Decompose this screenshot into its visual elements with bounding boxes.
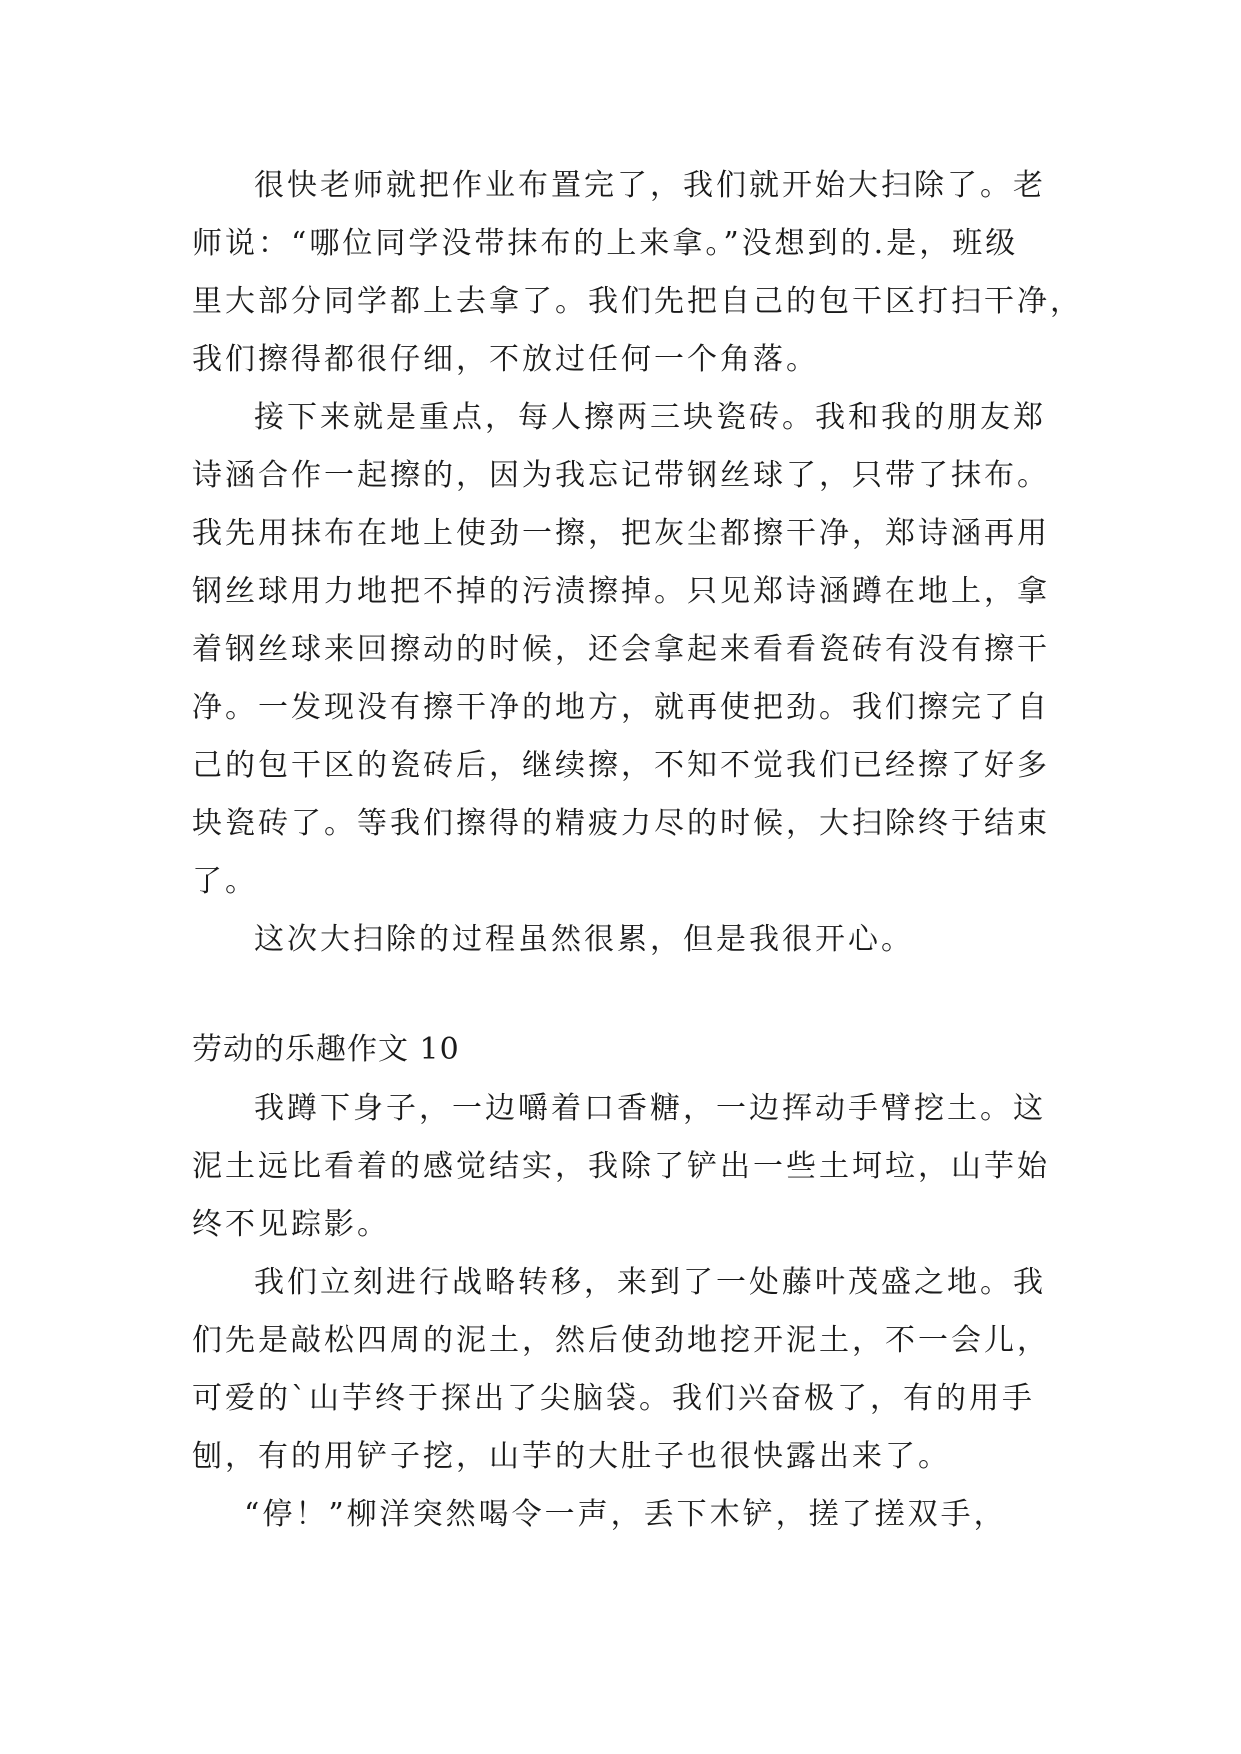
text-line: “停！”柳洋突然喝令一声，丢下木铲，搓了搓双手，: [244, 1497, 1007, 1532]
text-line: 接下来就是重点，每人擦两三块瓷砖。我和我的朋友郑: [254, 400, 1046, 435]
text-line: 师说：“哪位同学没带抹布的上来拿。”没想到的.是，班级: [192, 226, 1019, 261]
text-line: 刨，有的用铲子挖，山芋的大肚子也很快露出来了。: [192, 1439, 951, 1474]
text-line: 我蹲下身子，一边嚼着口香糖，一边挥动手臂挖土。这: [254, 1091, 1046, 1126]
text-line: 终不见踪影。: [192, 1207, 390, 1242]
text-line: 我们立刻进行战略转移，来到了一处藤叶茂盛之地。我: [254, 1265, 1046, 1300]
text-line: 泥土远比看着的感觉结实，我除了铲出一些土坷垃，山芋始: [192, 1149, 1050, 1184]
section-heading: 劳动的乐趣作文 10: [192, 1032, 460, 1067]
text-line: 里大部分同学都上去拿了。我们先把自己的包干区打扫干净，: [192, 284, 1083, 319]
text-line: 们先是敲松四周的泥土，然后使劲地挖开泥土，不一会儿，: [192, 1323, 1050, 1358]
text-line: 块瓷砖了。等我们擦得的精疲力尽的时候，大扫除终于结束: [192, 806, 1050, 841]
text-line: 可爱的`山芋终于探出了尖脑袋。我们兴奋极了，有的用手: [192, 1381, 1035, 1416]
text-line: 净。一发现没有擦干净的地方，就再使把劲。我们擦完了自: [192, 690, 1050, 725]
text-line: 钢丝球用力地把不掉的污渍擦掉。只见郑诗涵蹲在地上，拿: [192, 574, 1050, 609]
text-line: 着钢丝球来回擦动的时候，还会拿起来看看瓷砖有没有擦干: [192, 632, 1050, 667]
text-line: 了。: [192, 864, 258, 899]
text-line: 这次大扫除的过程虽然很累，但是我很开心。: [254, 922, 914, 957]
text-line: 己的包干区的瓷砖后，继续擦，不知不觉我们已经擦了好多: [192, 748, 1050, 783]
text-line: 很快老师就把作业布置完了，我们就开始大扫除了。老: [254, 168, 1046, 203]
text-line: 我先用抹布在地上使劲一擦，把灰尘都擦干净，郑诗涵再用: [192, 516, 1050, 551]
text-line: 诗涵合作一起擦的，因为我忘记带钢丝球了，只带了抹布。: [192, 458, 1050, 493]
text-line: 我们擦得都很仔细，不放过任何一个角落。: [192, 342, 819, 377]
